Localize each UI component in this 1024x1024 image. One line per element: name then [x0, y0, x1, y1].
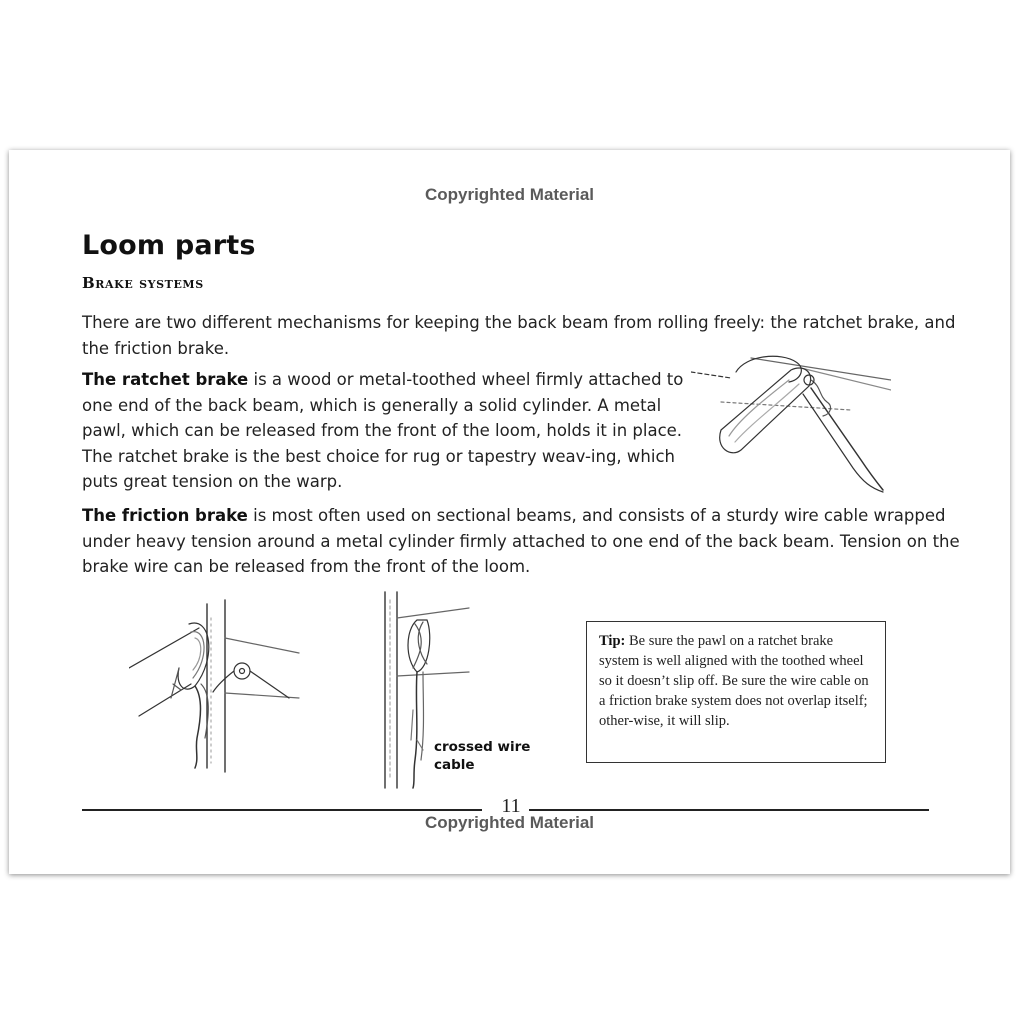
section-subheading: Brake systems: [82, 274, 204, 292]
watermark-bottom: Copyrighted Material: [424, 813, 595, 832]
intro-paragraph: There are two different mechanisms for keeping the back beam from rolling freely: the ratchet brake, and the friction brake.: [82, 313, 956, 358]
footer-rule-right: [529, 809, 929, 811]
tip-box: [586, 621, 886, 763]
ratchet-brake-paragraph: [82, 367, 697, 495]
page-number: 11: [501, 795, 521, 817]
book-page: [9, 150, 1010, 874]
friction-brake-illustration: [129, 598, 309, 773]
tip-text: Be sure the pawl on a ratchet brake system is well aligned with the toothed wheel so it doesn’t slip off. Be sure the wire cable on a friction brake system does not overlap itself; other-wise, it will slip.: [599, 633, 869, 729]
tip-label: Tip:: [599, 633, 626, 649]
watermark-top: Copyrighted Material: [424, 185, 595, 204]
footer-rule-left: [82, 809, 482, 811]
ratchet-brake-text: is a wood or metal-toothed wheel firmly attached to one end of the back beam, which is generally a solid cylinder. A metal pawl, which can be released from the front of the loom, holds it in place. The ratchet brake is the best choice for rug or tapestry weav-ing, which puts great tension on the warp.: [82, 370, 684, 491]
friction-brake-text: is most often used on sectional beams, and consists of a sturdy wire cable wrapped under heavy tension around a metal cylinder firmly attached to one end of the back beam. Tension on the brake wire can be released from the front of the loom.: [82, 506, 960, 576]
ratchet-brake-illustration: [691, 350, 891, 500]
page-heading: Loom parts: [82, 230, 256, 261]
ratchet-brake-term: The ratchet brake: [82, 370, 249, 389]
friction-brake-term: The friction brake: [82, 506, 248, 525]
crossed-wire-caption: crossed wire cable: [434, 739, 531, 773]
friction-brake-paragraph: [82, 503, 962, 580]
